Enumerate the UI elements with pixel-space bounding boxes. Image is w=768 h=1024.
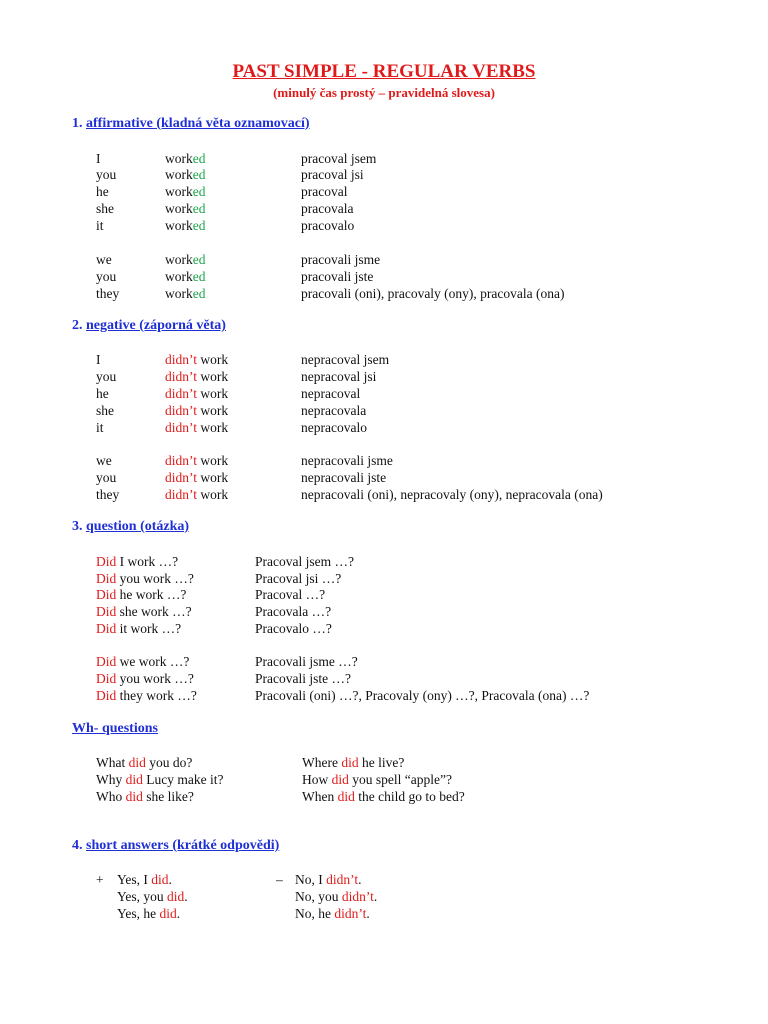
translation: Pracoval …? [255,587,326,602]
pronoun: I [96,151,101,166]
period: . [373,889,378,904]
question-rest: we work …? [116,654,190,669]
wh-rest: he live? [358,755,405,770]
question-form [96,603,192,620]
pronoun: you [96,470,117,485]
wh-question-left [96,771,223,788]
wh-word: Who [96,789,126,804]
answer-text: Yes, he [117,906,160,921]
verb: work [197,453,229,468]
wh-question-left [96,788,194,805]
verb-suffix: ed [192,201,206,216]
verb-form [165,486,228,503]
translation: pracovali (oni), pracovaly (ony), pracovala (ona) [301,286,565,301]
verb: work [197,352,229,367]
wh-rest: you do? [145,755,193,770]
translation: nepracoval jsi [301,369,377,384]
pronoun: we [96,453,112,468]
verb-form [165,166,206,183]
pronoun: they [96,487,120,502]
translation: pracovalo [301,218,355,233]
verb-form [165,402,228,419]
pronoun: I [96,352,101,367]
pronoun: you [96,269,117,284]
verb: work [197,487,229,502]
auxiliary: didn’t [341,889,374,904]
verb: work [197,470,229,485]
verb-stem: work [165,184,193,199]
pronoun: we [96,252,112,267]
answer-text: No, you [295,889,342,904]
auxiliary: did [337,789,355,804]
question-rest: they work …? [116,688,197,703]
auxiliary: did [125,772,143,787]
answer-text: No, I [295,872,327,887]
period: . [366,906,370,921]
verb-stem: work [165,151,193,166]
auxiliary: Did [96,604,117,619]
auxiliary: didn’t [165,453,198,468]
translation: nepracovali jsme [301,453,393,468]
wh-question-right [302,771,452,788]
auxiliary: did [125,789,143,804]
short-answer-no [295,888,377,905]
auxiliary: did [341,755,359,770]
verb: work [197,420,229,435]
verb-stem: work [165,252,193,267]
period: . [358,872,362,887]
wh-word: How [302,772,332,787]
translation: nepracovalo [301,420,367,435]
question-rest: you work …? [116,671,194,686]
auxiliary: Did [96,587,117,602]
auxiliary: didn’t [165,487,198,502]
section-affirmative-heading [72,116,310,132]
verb-form [165,200,206,217]
translation: nepracoval jsem [301,352,390,367]
auxiliary: did [128,755,146,770]
wh-word: Why [96,772,126,787]
verb-form [165,351,228,368]
section-wh-heading [72,721,158,737]
verb-suffix: ed [192,167,206,182]
wh-word: What [96,755,129,770]
section-negative-heading-label: negative (záporná věta) [86,318,226,333]
verb-suffix: ed [192,184,206,199]
short-answer-yes [117,905,180,922]
pronoun: you [96,369,117,384]
verb: work [197,386,229,401]
translation: Pracovali (oni) …?, Pracovaly (ony) …?, Pracovala (ona) …? [255,688,590,703]
auxiliary: didn’t [334,906,367,921]
question-rest: you work …? [116,571,194,586]
auxiliary: Did [96,654,117,669]
auxiliary: didn’t [165,386,198,401]
section-wh-heading-label: Wh- questions [72,721,158,736]
pronoun: you [96,167,117,182]
verb-form [165,419,228,436]
auxiliary: did [331,772,349,787]
translation: nepracovali (oni), nepracovaly (ony), nepracovala (ona) [301,487,603,502]
verb-suffix: ed [192,269,206,284]
short-answer-yes [117,871,172,888]
wh-word: When [302,789,338,804]
auxiliary: didn’t [165,403,198,418]
translation: pracoval jsi [301,167,364,182]
auxiliary: Did [96,671,117,686]
wh-rest: you spell “apple”? [348,772,452,787]
question-form [96,687,197,704]
section-question-heading [72,519,189,535]
short-answer-no [295,905,370,922]
verb-form [165,452,228,469]
plus-sign: + [96,872,104,887]
period: . [168,872,172,887]
verb: work [197,369,229,384]
translation: Pracovali jste …? [255,671,351,686]
section-affirmative-heading-label: affirmative (kladná věta oznamovací) [86,116,310,131]
verb-form [165,217,206,234]
translation: Pracoval jsem …? [255,554,354,569]
verb-form [165,268,206,285]
wh-question-right [302,754,404,771]
wh-rest: Lucy make it? [142,772,224,787]
verb-form [165,368,228,385]
question-rest: she work …? [116,604,192,619]
pronoun: they [96,286,120,301]
pronoun: she [96,403,114,418]
page-subtitle: (minulý čas prostý – pravidelná slovesa) [273,85,495,100]
question-form [96,670,194,687]
verb-stem: work [165,286,193,301]
verb-form [165,285,206,302]
translation: Pracovali jsme …? [255,654,358,669]
question-rest: it work …? [116,621,182,636]
translation: nepracovali jste [301,470,387,485]
translation: nepracoval [301,386,361,401]
pronoun: it [96,218,104,233]
wh-rest: she like? [142,789,194,804]
verb: work [197,403,229,418]
verb-suffix: ed [192,252,206,267]
translation: pracovali jste [301,269,374,284]
translation: Pracovalo …? [255,621,332,636]
section-short-heading-number: 4. [72,838,83,853]
answer-text: Yes, you [117,889,168,904]
auxiliary: didn’t [326,872,359,887]
wh-rest: the child go to bed? [354,789,465,804]
section-short-heading-label: short answers (krátké odpovědi) [86,838,280,853]
question-form [96,553,178,570]
translation: nepracovala [301,403,367,418]
verb-suffix: ed [192,286,206,301]
section-negative-heading [72,318,226,334]
minus-sign: – [276,872,283,887]
question-form [96,620,181,637]
pronoun: she [96,201,114,216]
verb-suffix: ed [192,151,206,166]
answer-text: Yes, I [117,872,152,887]
question-form [96,586,186,603]
section-short-heading [72,838,279,854]
section-negative-heading-number: 2. [72,318,83,333]
auxiliary: didn’t [165,420,198,435]
auxiliary: Did [96,571,117,586]
verb-stem: work [165,167,193,182]
question-rest: I work …? [116,554,179,569]
verb-form [165,183,206,200]
verb-form [165,385,228,402]
verb-stem: work [165,269,193,284]
section-affirmative-heading-number: 1. [72,116,83,131]
translation: Pracovala …? [255,604,332,619]
period: . [184,889,188,904]
question-form [96,570,194,587]
auxiliary: didn’t [165,369,198,384]
question-form [96,653,189,670]
auxiliary: did [167,889,185,904]
section-question-heading-number: 3. [72,519,83,534]
auxiliary: did [151,872,169,887]
translation: pracovala [301,201,354,216]
auxiliary: didn’t [165,470,198,485]
pronoun: he [96,184,109,199]
auxiliary: Did [96,554,117,569]
pronoun: it [96,420,104,435]
verb-form [165,251,206,268]
translation: pracovali jsme [301,252,381,267]
translation: Pracoval jsi …? [255,571,342,586]
auxiliary: Did [96,688,117,703]
verb-stem: work [165,218,193,233]
question-rest: he work …? [116,587,187,602]
auxiliary: Did [96,621,117,636]
auxiliary: did [159,906,177,921]
short-answer-no [295,871,362,888]
auxiliary: didn’t [165,352,198,367]
pronoun: he [96,386,109,401]
verb-form [165,150,206,167]
answer-text: No, he [295,906,335,921]
translation: pracoval [301,184,348,199]
verb-form [165,469,228,486]
verb-stem: work [165,201,193,216]
verb-suffix: ed [192,218,206,233]
short-answer-yes [117,888,188,905]
wh-word: Where [302,755,342,770]
section-question-heading-label: question (otázka) [86,519,190,534]
period: . [176,906,181,921]
wh-question-right [302,788,465,805]
wh-question-left [96,754,192,771]
page-title: PAST SIMPLE - REGULAR VERBS [232,61,536,82]
translation: pracoval jsem [301,151,377,166]
